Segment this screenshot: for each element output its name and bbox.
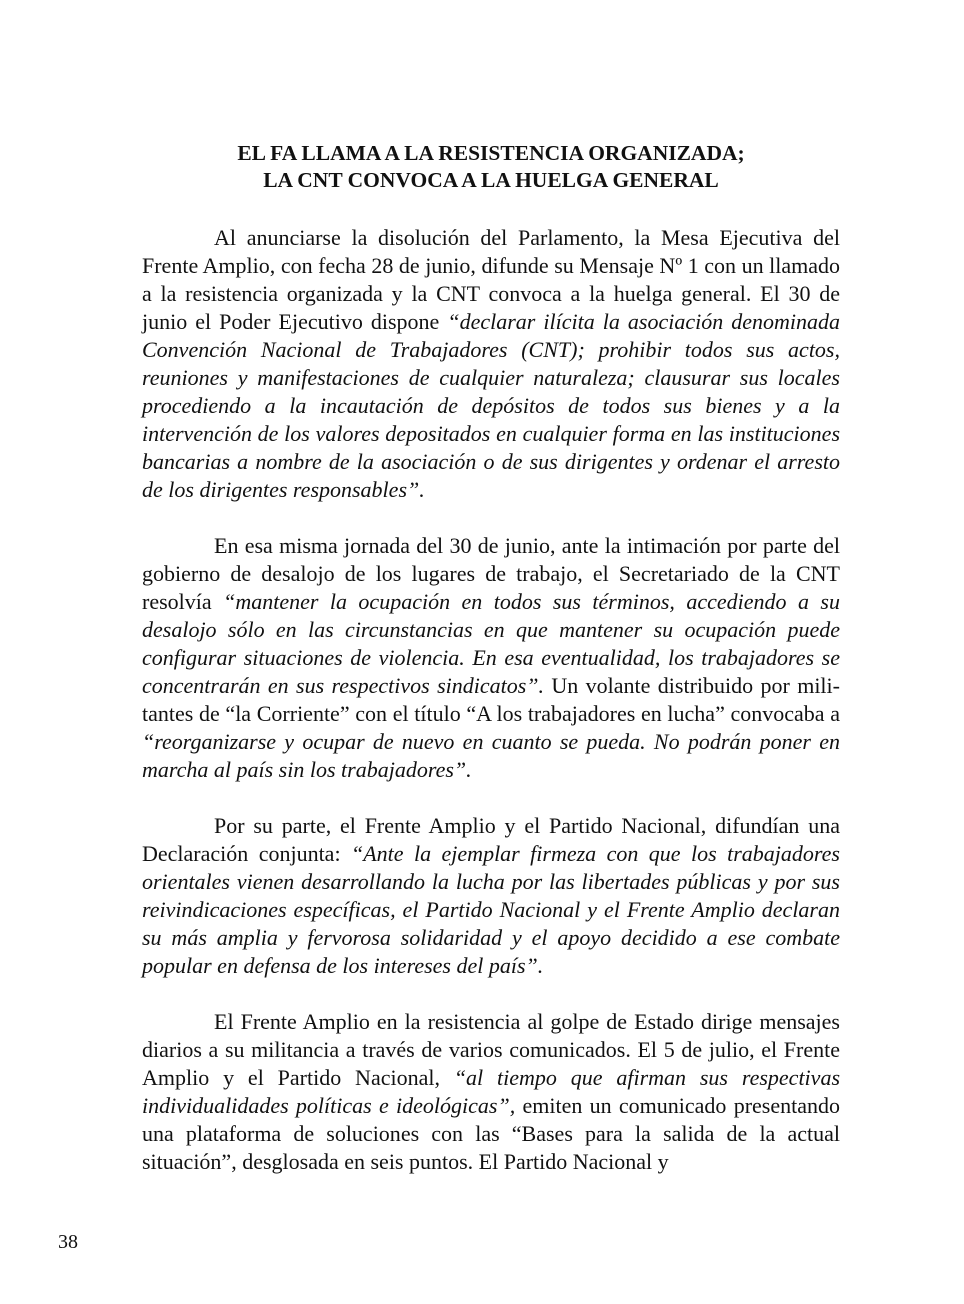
- chapter-title: [142, 140, 840, 194]
- paragraph-3: [142, 812, 840, 980]
- paragraph-2-text-2: Un volante distribuido por militantes de “la Corriente” con el título “A los trabajadores en lucha” convocaba a: [142, 673, 840, 726]
- paragraph-3-text-1: Por su parte, el Frente Amplio y el Partido Nacional, difundían una Declaración conjunta:: [142, 813, 840, 866]
- page-number: 38: [58, 1231, 78, 1253]
- paragraph-2-quote-1: “mantener la ocupación en todos sus términos, accediendo a su desalojo sólo en las circunstancias en que mantener su ocupación puede configurar situaciones de violencia. En esa eventualidad, los trabajadores se concentrarán en sus respectivos sindicatos”.: [142, 589, 840, 698]
- body-text: [142, 224, 840, 1204]
- chapter-title-line-2: LA CNT CONVOCA A LA HUELGA GENERAL: [263, 168, 719, 192]
- paragraph-1-quote-1: “declarar ilícita la asociación denominada Convención Nacional de Trabajadores (CNT); prohibir todos sus actos, reuniones y manifestaciones de cualquier naturaleza; clausurar sus locales procediendo a la incautación de depósitos de todos sus bienes y a la intervención de los valores depositados en cualquier forma en las instituciones bancarias a nombre de la asociación o de sus dirigentes y ordenar el arresto de los dirigentes responsables”.: [142, 309, 840, 502]
- paragraph-4: [142, 1008, 840, 1176]
- paragraph-2-text-1: En esa misma jornada del 30 de junio, ante la intimación por parte del gobierno de desalojo de los lugares de trabajo, el Secretariado de la CNT resolvía: [142, 533, 840, 614]
- paragraph-4-text-2: emiten un comunicado presentando una plataforma de soluciones con las “Bases para la salida de la actual situación”, desglosada en seis puntos. El Partido Nacional y: [142, 1093, 840, 1174]
- paragraph-4-quote-1: “al tiempo que afirman sus respectivas individualidades políticas e ideológicas”,: [142, 1065, 841, 1118]
- paragraph-3-quote-1: “Ante la ejemplar firmeza con que los trabajadores orientales vienen desarrollando la lucha por las libertades públicas y por sus reivindicaciones específicas, el Partido Nacional y el Frente Amplio declaran su más amplia y fervorosa solidaridad y el apoyo decidido a ese combate popular en defensa de los intereses del país”.: [142, 841, 840, 978]
- paragraph-2: [142, 532, 840, 784]
- chapter-title-line-1: EL FA LLAMA A LA RESISTENCIA ORGANIZADA;: [237, 141, 745, 165]
- paragraph-2-quote-2: “reorganizarse y ocupar de nuevo en cuanto se pueda. No podrán poner en marcha al país sin los trabajadores”.: [142, 729, 840, 782]
- paragraph-1: [142, 224, 840, 504]
- paragraph-4-text-1: El Frente Amplio en la resistencia al golpe de Estado dirige mensajes diarios a su militancia a través de varios comunicados. El 5 de julio, el Frente Amplio y el Partido Nacional,: [142, 1009, 840, 1090]
- paragraph-1-text-1: Al anunciarse la disolución del Parlamento, la Mesa Ejecutiva del Frente Amplio, con fecha 28 de junio, difunde su Mensaje Nº 1 con un llamado a la resistencia organizada y la CNT convoca a la huelga general. El 30 de junio el Poder Ejecutivo dispone: [142, 225, 840, 334]
